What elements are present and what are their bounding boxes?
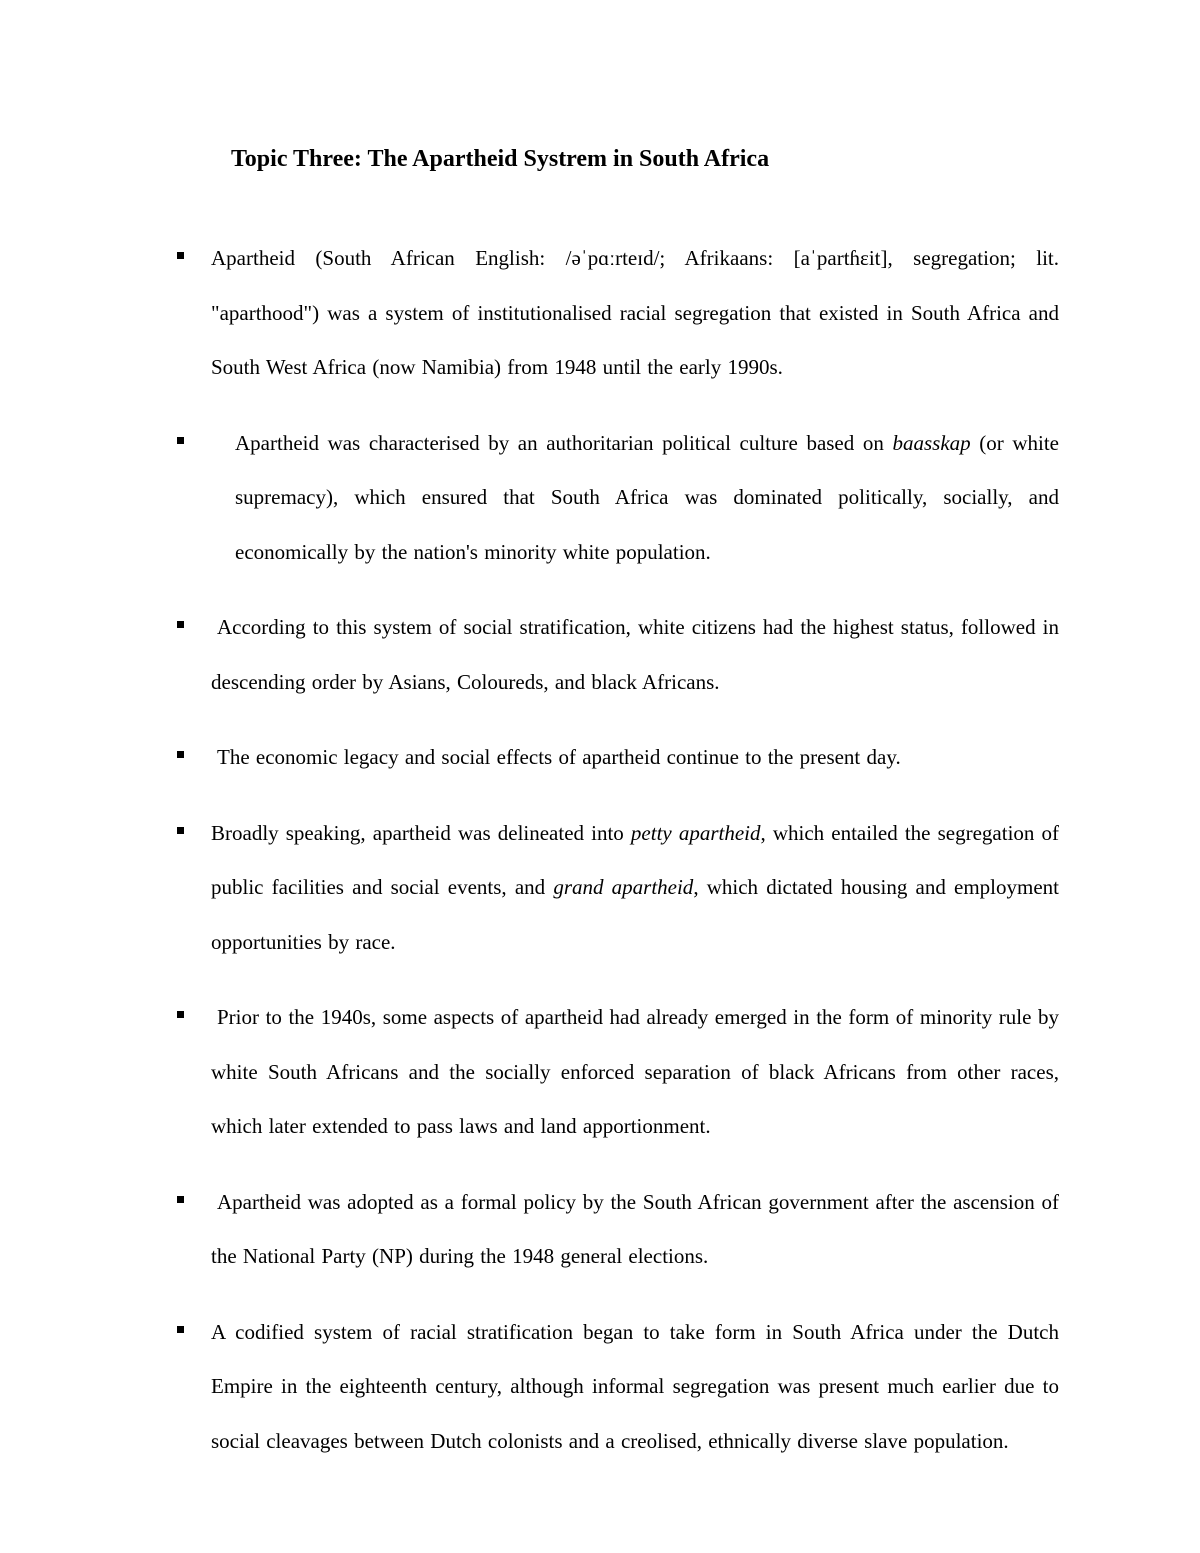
bullet-text: [211, 990, 1059, 1154]
list-item: [0, 1175, 1200, 1284]
list-item: [0, 806, 1200, 970]
list-item: [0, 231, 1200, 395]
list-item: [0, 1305, 1200, 1469]
square-bullet-icon: [177, 751, 184, 758]
square-bullet-icon: [177, 827, 184, 834]
bullet-text-part: , which dictated housing and employment opportunities by race.: [211, 875, 1059, 954]
list-item: [0, 990, 1200, 1154]
bullet-text: [211, 730, 1059, 785]
italic-term: petty apartheid: [630, 820, 761, 845]
bullet-text: [211, 806, 1059, 970]
list-item: [0, 730, 1200, 785]
square-bullet-icon: [177, 1326, 184, 1333]
bullet-text-body: The economic legacy and social effects of apartheid continue to the present day.: [217, 745, 901, 769]
page-title: Topic Three: The Apartheid Systrem in South Africa: [231, 146, 770, 172]
bullet-text-body: Prior to the 1940s, some aspects of apartheid had already emerged in the form of minority rule by white South Africans and the socially enforced separation of black Africans from other races, which later extended to pass laws and land apportionment.: [211, 1005, 1059, 1138]
bullet-list: [0, 210, 1200, 1489]
bullet-text-part: (or white supremacy), which ensured that South Africa was dominated politically, socially, and economically by the nation's minority white population.: [235, 430, 1059, 564]
italic-term: baasskap: [892, 430, 971, 455]
bullet-text: [211, 600, 1059, 709]
bullet-text-body: According to this system of social stratification, white citizens had the highest status, followed in descending order by Asians, Coloureds, and black Africans.: [211, 615, 1059, 694]
italic-term: grand apartheid: [553, 875, 694, 899]
bullet-text: [211, 1175, 1059, 1284]
square-bullet-icon: [177, 1011, 184, 1018]
square-bullet-icon: [177, 621, 184, 628]
bullet-text-part: , which entailed the segregation of public facilities and social events, and: [211, 820, 1059, 899]
bullet-text-part: Broadly speaking, apartheid was delineated into: [211, 820, 631, 845]
square-bullet-icon: [177, 437, 184, 444]
bullet-text: [211, 231, 1059, 395]
bullet-text-body: Apartheid (South African English: /əˈpɑːrteɪd/; Afrikaans: [aˈpartɦɛit], segregation; lit. "aparthood") was a system of institutionalised racial segregation that existed in South Africa and South West Africa (now Namibia) from 1948 until the early 1990s.: [211, 246, 1059, 379]
list-item: [0, 600, 1200, 709]
bullet-text-part: Apartheid was characterised by an authoritarian political culture based on: [235, 430, 893, 455]
list-item: [0, 416, 1200, 580]
bullet-text-body: Apartheid was adopted as a formal policy by the South African government after the ascension of the National Party (NP) during the 1948 general elections.: [211, 1189, 1059, 1268]
square-bullet-icon: [177, 252, 184, 259]
bullet-text: [211, 416, 1059, 580]
bullet-text-body: A codified system of racial stratification began to take form in South Africa under the Dutch Empire in the eighteenth century, although informal segregation was present much earlier due to social cleavages between Dutch colonists and a creolised, ethnically diverse slave population.: [211, 1319, 1059, 1453]
bullet-text: [211, 1305, 1059, 1469]
square-bullet-icon: [177, 1196, 184, 1203]
